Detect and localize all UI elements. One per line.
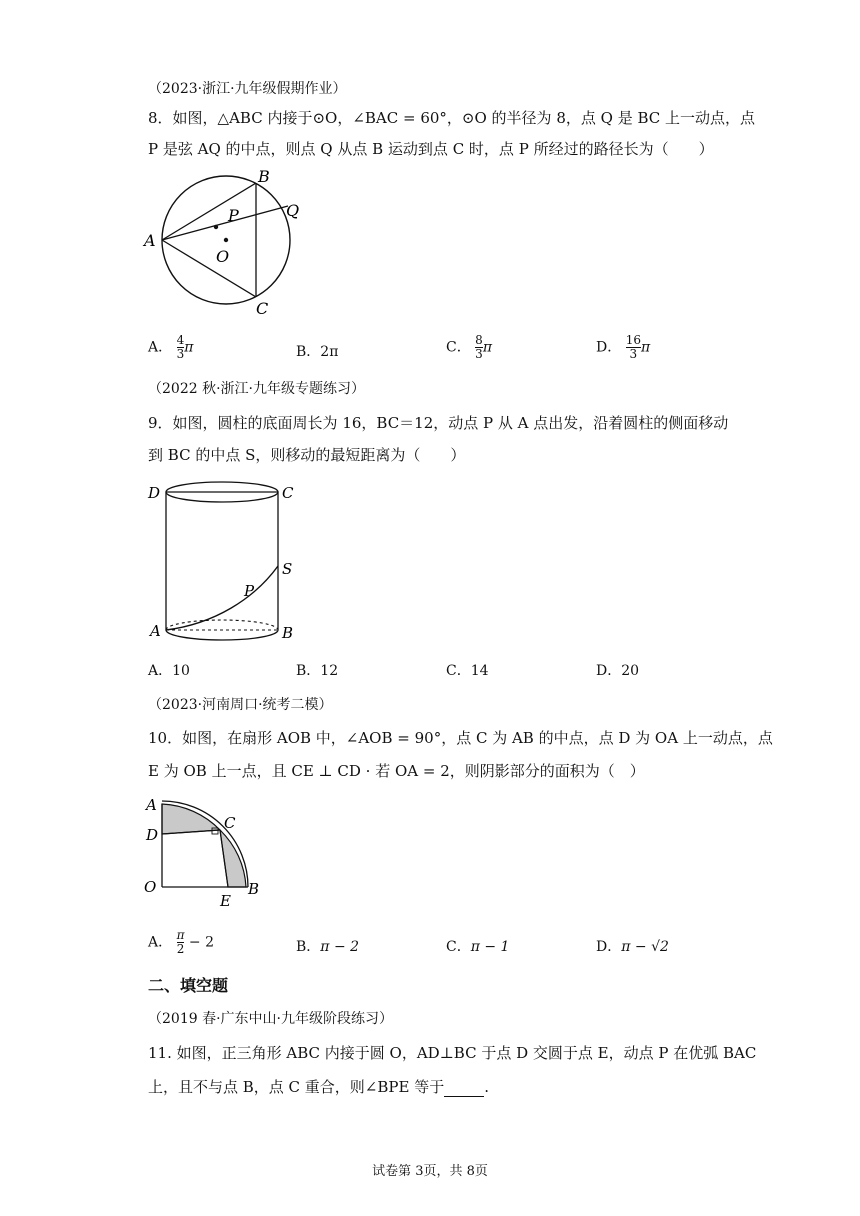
q8-label-c: C bbox=[256, 299, 269, 318]
q10-label-e: E bbox=[220, 892, 231, 908]
q10-source: （2023·河南周口·统考二模） bbox=[148, 697, 333, 713]
q10-option-d[interactable] bbox=[596, 936, 669, 956]
q8-option-c[interactable] bbox=[446, 334, 492, 361]
q10-option-a[interactable] bbox=[148, 929, 214, 956]
q9-option-a-text: 10 bbox=[172, 663, 190, 679]
q11-text-line1: 11. 如图，正三角形 ABC 内接于圆 O，AD⊥BC 于点 D 交圆于点 E，动点 P 在优弧 BAC bbox=[148, 1044, 757, 1062]
q8-chord-aq bbox=[162, 206, 288, 240]
q8-option-c-den: 3 bbox=[475, 347, 483, 361]
q8-text-line1: 8．如图，△ABC 内接于⊙O，∠BAC = 60°，⊙O 的半径为 8，点 Q 是 BC 上一动点，点 bbox=[148, 109, 756, 127]
q8-option-b-letter: B． bbox=[296, 344, 321, 360]
q9-option-d[interactable] bbox=[596, 660, 639, 680]
q9-bottom-back bbox=[166, 620, 278, 630]
q8-option-d-num: 16 bbox=[625, 333, 641, 347]
q8-label-b: B bbox=[258, 167, 270, 186]
q9-source: （2022 秋·浙江·九年级专题练习） bbox=[148, 381, 365, 397]
q10-option-c-text: π − 1 bbox=[470, 939, 510, 955]
q11-answer-blank[interactable] bbox=[444, 1082, 484, 1097]
q10-option-a-letter: A． bbox=[148, 934, 173, 951]
q10-option-d-letter: D． bbox=[596, 939, 622, 955]
q8-option-b-text: 2π bbox=[320, 344, 339, 360]
q10-option-b[interactable] bbox=[296, 936, 359, 956]
q8-source: （2023·浙江·九年级假期作业） bbox=[148, 81, 347, 97]
q10-label-c: C bbox=[224, 814, 236, 832]
q9-option-b-text: 12 bbox=[320, 663, 339, 679]
page-footer: 试卷第 3页，共 8页 bbox=[372, 1164, 488, 1179]
q9-option-c-letter: C． bbox=[446, 663, 471, 679]
q10-option-d-text: π − √2 bbox=[621, 939, 669, 955]
q9-option-b-letter: B． bbox=[296, 663, 321, 679]
q8-option-b[interactable] bbox=[296, 341, 338, 361]
q10-label-b: B bbox=[248, 880, 260, 898]
q11-source: （2019 春·广东中山·九年级阶段练习） bbox=[148, 1011, 393, 1027]
q10-label-d: D bbox=[146, 826, 159, 844]
q8-text-line2: P 是弦 AQ 的中点，则点 Q 从点 B 运动到点 C 时，点 P 所经过的路径长为（ ） bbox=[148, 140, 714, 158]
q10-option-c-letter: C． bbox=[446, 939, 471, 955]
q8-label-p: P bbox=[228, 206, 239, 225]
q9-label-a: A bbox=[150, 622, 161, 640]
q9-label-p: P bbox=[244, 582, 255, 600]
q10-text-line2: E 为 OB 上一点，且 CE ⊥ CD · 若 OA = 2，则阴影部分的面积为（ ） bbox=[148, 762, 645, 780]
q8-option-d-suffix: π bbox=[640, 339, 651, 356]
q8-chord-ab bbox=[162, 183, 256, 240]
q8-option-a-num: 4 bbox=[176, 333, 185, 347]
section-title: 二、填空题 bbox=[148, 976, 229, 995]
q8-label-q: Q bbox=[286, 201, 300, 220]
q8-label-a: A bbox=[144, 231, 156, 250]
q9-option-d-text: 20 bbox=[621, 663, 640, 679]
q10-option-b-letter: B． bbox=[296, 939, 321, 955]
q8-option-c-num: 8 bbox=[475, 333, 483, 347]
q11-text-line2 bbox=[148, 1076, 489, 1097]
q8-option-d-letter: D． bbox=[596, 339, 622, 356]
q11-text-line2-main: 上，且不与点 B，点 C 重合，则∠BPE 等于 bbox=[148, 1078, 445, 1096]
q8-option-d[interactable] bbox=[596, 334, 650, 361]
q9-text-line2: 到 BC 的中点 S，则移动的最短距离为（ ） bbox=[148, 446, 466, 464]
q9-label-b: B bbox=[282, 624, 294, 642]
q9-option-c[interactable] bbox=[446, 660, 489, 680]
q9-path-as bbox=[166, 566, 278, 630]
q10-option-a-num: π bbox=[176, 928, 185, 942]
q10-option-a-den: 2 bbox=[176, 942, 185, 956]
q9-label-c: C bbox=[282, 484, 294, 502]
q9-option-a-letter: A． bbox=[148, 663, 173, 679]
q9-text-line1: 9．如图，圆柱的底面周长为 16，BC＝12，动点 P 从 A 点出发，沿着圆柱的侧面移动 bbox=[148, 414, 729, 432]
q8-point-o bbox=[224, 238, 228, 242]
q8-option-c-letter: C． bbox=[446, 339, 471, 356]
q8-option-a[interactable] bbox=[148, 334, 193, 361]
q8-option-c-suffix: π bbox=[482, 339, 493, 356]
q9-label-d: D bbox=[148, 484, 161, 502]
q8-label-o: O bbox=[216, 247, 230, 266]
q8-option-a-letter: A． bbox=[148, 339, 173, 356]
q8-chord-ac bbox=[162, 240, 256, 297]
q9-label-s: S bbox=[282, 560, 293, 578]
q10-text-line1: 10．如图，在扇形 AOB 中，∠AOB = 90°，点 C 为 AB 的中点，点 D 为 OA 上一动点，点 bbox=[148, 729, 773, 747]
q9-option-d-letter: D． bbox=[596, 663, 622, 679]
q8-option-d-den: 3 bbox=[626, 347, 641, 361]
q9-option-c-text: 14 bbox=[470, 663, 489, 679]
q10-shade-top bbox=[162, 804, 220, 834]
q9-option-b[interactable] bbox=[296, 660, 338, 680]
q8-option-a-suffix: π bbox=[184, 339, 194, 356]
q10-option-b-text: π − 2 bbox=[320, 939, 360, 955]
q10-option-c[interactable] bbox=[446, 936, 509, 956]
q10-label-a: A bbox=[146, 796, 157, 814]
q9-figure bbox=[144, 474, 304, 646]
q10-option-a-suffix: − 2 bbox=[188, 934, 215, 951]
q10-figure bbox=[140, 792, 270, 908]
q8-option-a-den: 3 bbox=[176, 347, 185, 361]
q10-label-o: O bbox=[144, 878, 157, 896]
q9-bottom-front bbox=[166, 630, 278, 640]
q11-text-line2-end: . bbox=[484, 1078, 489, 1096]
q9-option-a[interactable] bbox=[148, 660, 190, 680]
q8-point-p bbox=[214, 225, 218, 229]
q8-figure bbox=[138, 162, 308, 320]
